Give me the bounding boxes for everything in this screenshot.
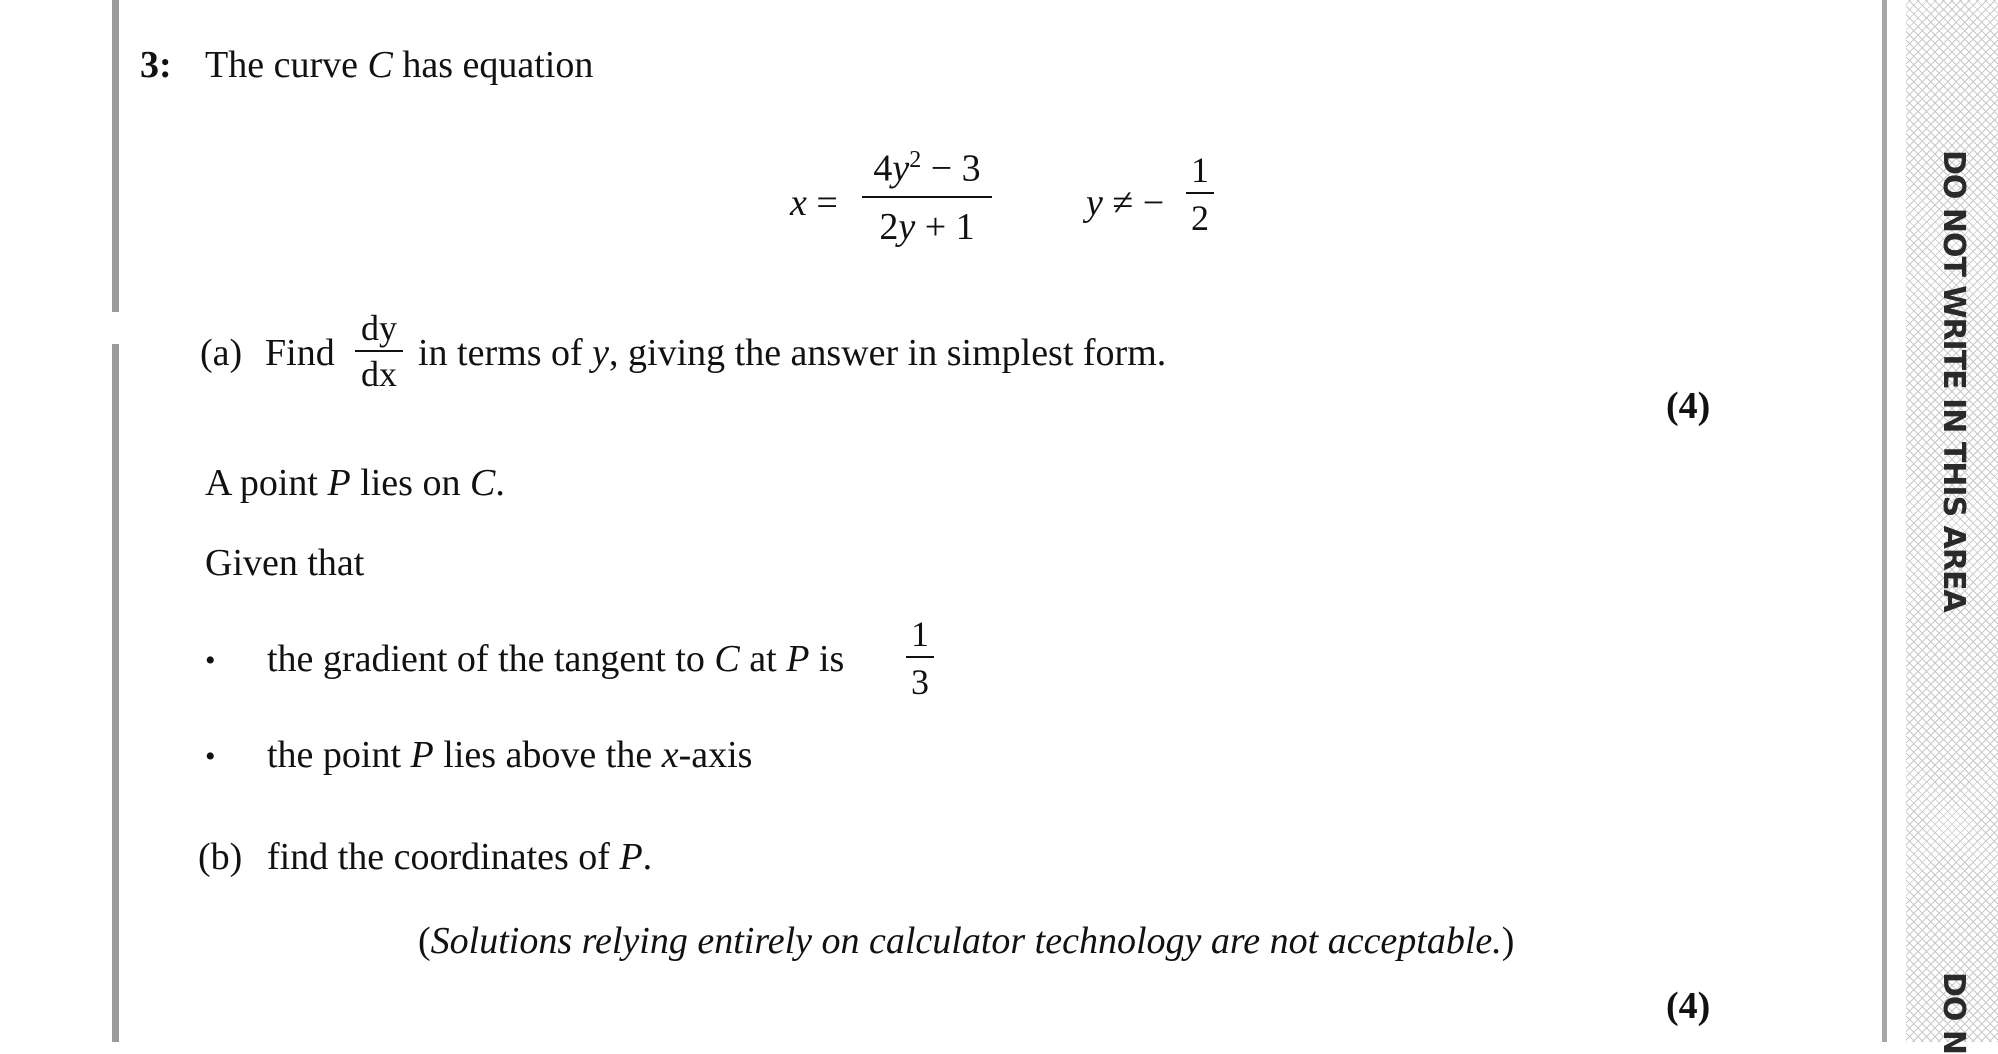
gradient-fraction: 1 3 — [906, 616, 934, 700]
equation-fraction — [862, 148, 992, 246]
part-b-label: (b) — [198, 836, 243, 878]
do-not-write-warning-cut: DO N — [1936, 972, 1971, 1054]
right-margin-rule — [1882, 0, 1887, 1042]
bullet-2-symbol: • — [205, 740, 216, 773]
question-intro: The curve C has equation — [205, 44, 594, 86]
part-a-label: (a) — [200, 332, 243, 374]
question-number: 3: — [140, 44, 172, 86]
bullet-2-text: the point P lies above the x-axis — [267, 734, 753, 776]
given-that: Given that — [205, 542, 365, 584]
left-margin-bar-bottom — [112, 344, 119, 1042]
calculator-note: (Solutions relying entirely on calculator technology are not acceptable.) — [418, 920, 1515, 962]
equation-numerator: $4y^2 - 3$ — [873, 147, 981, 190]
do-not-write-warning: DO NOT WRITE IN THIS AREA — [1936, 150, 1971, 612]
bullet-1-symbol: • — [205, 644, 216, 677]
equation-lhs: x = — [790, 182, 838, 224]
equation-denominator: 2y + 1 — [879, 206, 975, 248]
part-a-text: in terms of y, giving the answer in simplest form. — [418, 332, 1167, 374]
part-b-marks: (4) — [1666, 985, 1711, 1027]
left-margin-bar-top — [112, 0, 119, 312]
bullet-1-text: the gradient of the tangent to C at P is — [267, 638, 845, 680]
condition-fraction: 1 2 — [1186, 152, 1214, 236]
part-a-find: Find — [265, 332, 335, 374]
part-a-marks: (4) — [1666, 385, 1711, 427]
equation-condition: y ≠ − — [1086, 182, 1165, 224]
derivative-fraction: dy dx — [355, 310, 403, 392]
part-b-text: find the coordinates of P. — [267, 836, 653, 878]
point-statement: A point P lies on C. — [205, 462, 505, 504]
